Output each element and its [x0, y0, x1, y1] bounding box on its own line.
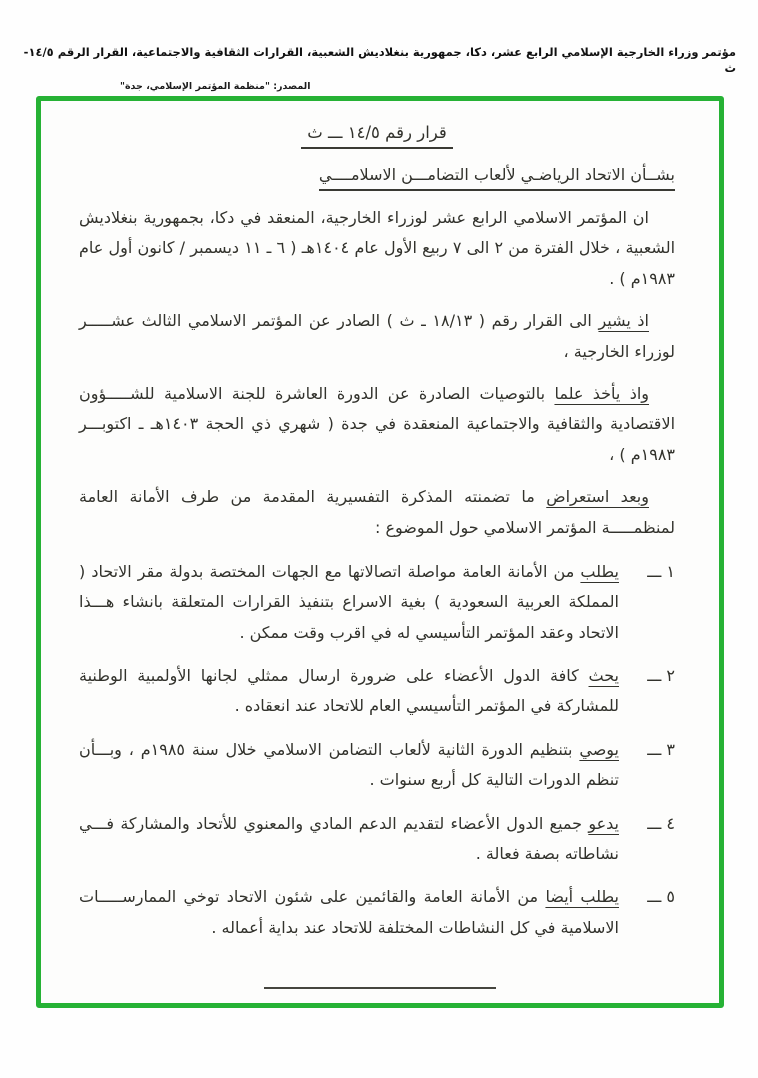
source-line: المصدر: "منظمة المؤتمر الإسلامي، جدة" [120, 81, 311, 93]
item-body: جميع الدول الأعضاء لتقديم الدعم المادي والمعنوي للأتحاد والمشاركة فـــي نشاطاته بصفة فعالة . [79, 813, 619, 864]
item-lead: يدعو [588, 813, 619, 833]
item-lead: يطلب أيضا [545, 887, 619, 907]
item-text [79, 882, 619, 943]
paragraph-lead: واذ يأخذ علما [554, 383, 649, 403]
preamble-paragraph [79, 482, 675, 543]
footer-divider [264, 987, 496, 989]
scanned-document [41, 101, 719, 1003]
item-number: ٥ ـــ [647, 887, 675, 907]
item-lead: يوصي [579, 739, 619, 759]
resolution-item [79, 882, 675, 943]
paragraph-text: ان المؤتمر الاسلامي الرابع عشر لوزراء الخارجية، المنعقد في دكا، بجمهورية بنغلاديش الشعبية ، خلال الفترة من ٢ الى ٧ ربيع الأول عام ١٤٠٤هـ ( ٦ ـ ١١ ديسمبر / كانون أول عام ١٩٨٣م ) . [79, 208, 676, 288]
item-lead: يحث [588, 666, 620, 686]
resolution-item [79, 557, 675, 648]
paragraph-lead: وبعد استعراض [546, 487, 649, 507]
item-number: ٤ ـــ [647, 813, 675, 833]
resolution-title-row [79, 123, 675, 149]
resolution-title: قرار رقم ١٤/٥ ـــ ث [301, 123, 453, 149]
resolution-subject-row [79, 165, 675, 191]
item-number: ٢ ـــ [647, 666, 675, 686]
paragraph-text: بالتوصيات الصادرة عن الدورة العاشرة للجنة الاسلامية للشـــــؤون الاقتصادية والثقافية والاجتماعية المنعقدة في جدة ( شهري ذي الحجة ١٤٠٣هـ ـ اكتوبـــر ١٩٨٣م ) ، [79, 383, 676, 464]
operative-items [79, 557, 675, 943]
citation-line: مؤتمر وزراء الخارجية الإسلامي الرابع عشر، دكا، جمهورية بنغلاديش الشعبية، القرارات الثقافية والاجتماعية، القرار الرقم ١٤/٥- ث [23, 45, 736, 76]
item-text [79, 809, 619, 870]
item-body: من الأمانة العامة والقائمين على شئون الاتحاد توخي الممارســـــات الاسلامية في كل النشاطات المختلفة للاتحاد عند بداية أعماله . [79, 887, 619, 937]
item-text [79, 661, 619, 722]
item-text [79, 735, 619, 796]
item-body: من الأمانة العامة مواصلة اتصالاتها مع الجهات المختصة بدولة مقر الاتحاد ( المملكة العربية السعودية ) بغية الاسراع بتنفيذ القرارات المتعلقة بانشاء هـــذا الاتحاد وعقد المؤتمر التأسيسي له في اقرب وقت ممكن . [79, 561, 619, 642]
scan-frame [36, 96, 724, 1008]
item-lead: يطلب [580, 561, 619, 581]
resolution-item [79, 809, 675, 870]
preamble-paragraph [79, 203, 675, 294]
resolution-subject: بشــأن الاتحاد الرياضـي لألعاب التضامـــن الاسلامــــي [319, 165, 675, 191]
resolution-item [79, 661, 675, 722]
preamble-paragraph [79, 306, 675, 367]
item-body: بتنظيم الدورة الثانية لألعاب التضامن الاسلامي خلال سنة ١٩٨٥م ، وبـــأن تنظم الدورات التالية كل أربع سنوات . [79, 739, 619, 790]
item-text [79, 557, 619, 648]
item-body: كافة الدول الأعضاء على ضرورة ارسال ممثلي لجانها الأولمبية الوطنية للمشاركة في المؤتمر التأسيسي العام للاتحاد عند انعقاده . [79, 666, 619, 716]
item-number: ٣ ـــ [647, 739, 675, 759]
paragraph-text: الى القرار رقم ( ١٨/١٣ ـ ث ) الصادر عن المؤتمر الاسلامي الثالث عشـــــر لوزراء الخارجية ، [79, 311, 675, 361]
paragraph-text: ما تضمنته المذكرة التفسيرية المقدمة من طرف الأمانة العامة لمنظمـــــة المؤتمر الاسلامي حول الموضوع : [79, 487, 675, 537]
resolution-item [79, 735, 675, 796]
citation-header [0, 0, 758, 92]
paragraph-lead: اذ يشير [598, 311, 649, 331]
item-number: ١ ـــ [647, 561, 675, 581]
preamble-paragraph [79, 379, 675, 470]
